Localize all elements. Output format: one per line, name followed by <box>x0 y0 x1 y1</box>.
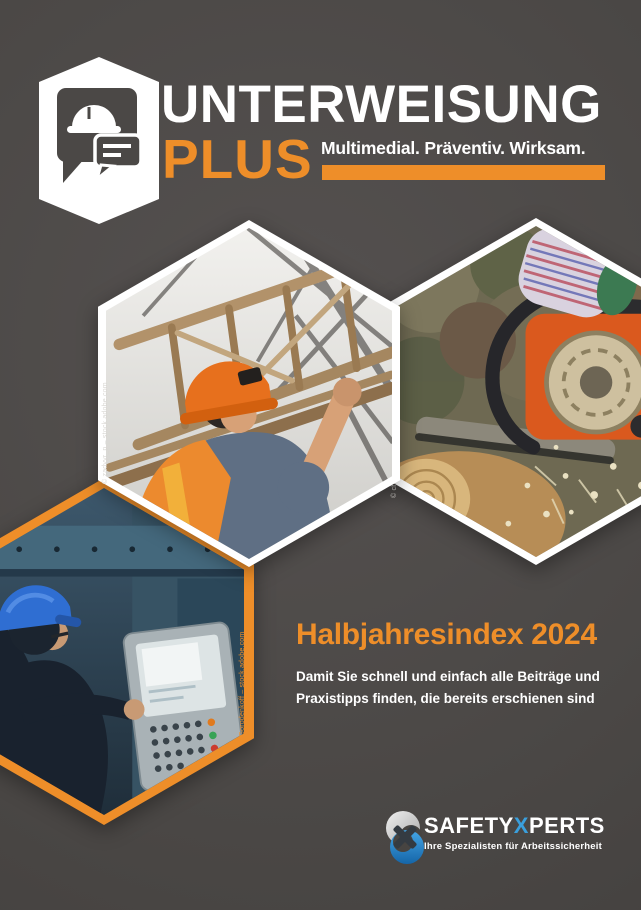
unterweisung-logo-icon <box>39 57 159 224</box>
section-title: Halbjahresindex 2024 <box>296 618 597 651</box>
brand-x: X <box>513 813 529 838</box>
section-subtitle <box>296 666 600 710</box>
chainsaw-photo <box>393 226 641 557</box>
chainsaw-photo-border <box>385 218 641 565</box>
photo-credit-cnc: © Gorodenkoff – stock.adobe.com <box>239 631 246 744</box>
ladder-photo-border <box>98 220 400 567</box>
brand-part1: SAFETY <box>424 813 514 838</box>
safetyxperts-logo-icon <box>383 806 427 868</box>
brand-part2: PERTS <box>528 813 605 838</box>
section-subtitle-line2: Praxistipps finden, die bereits erschienen sind <box>296 691 595 706</box>
section-subtitle-line1: Damit Sie schnell und einfach alle Beiträge und <box>296 669 600 684</box>
safetyxperts-wordmark <box>424 813 605 839</box>
hex-ladder-worker <box>98 220 400 567</box>
brand-tagline-top: Multimedial. Präventiv. Wirksam. <box>321 138 586 158</box>
accent-bar <box>322 165 605 180</box>
ladder-worker-photo <box>106 228 392 559</box>
photo-credit-ladder: © zadvyr_p – stock.adobe.com <box>102 382 109 484</box>
page-title: UNTERWEISUNG <box>161 75 602 134</box>
page-title-plus: PLUS <box>162 128 313 190</box>
safetyxperts-tagline: Ihre Spezialisten für Arbeitssicherheit <box>424 841 602 852</box>
hex-chainsaw <box>385 218 641 565</box>
